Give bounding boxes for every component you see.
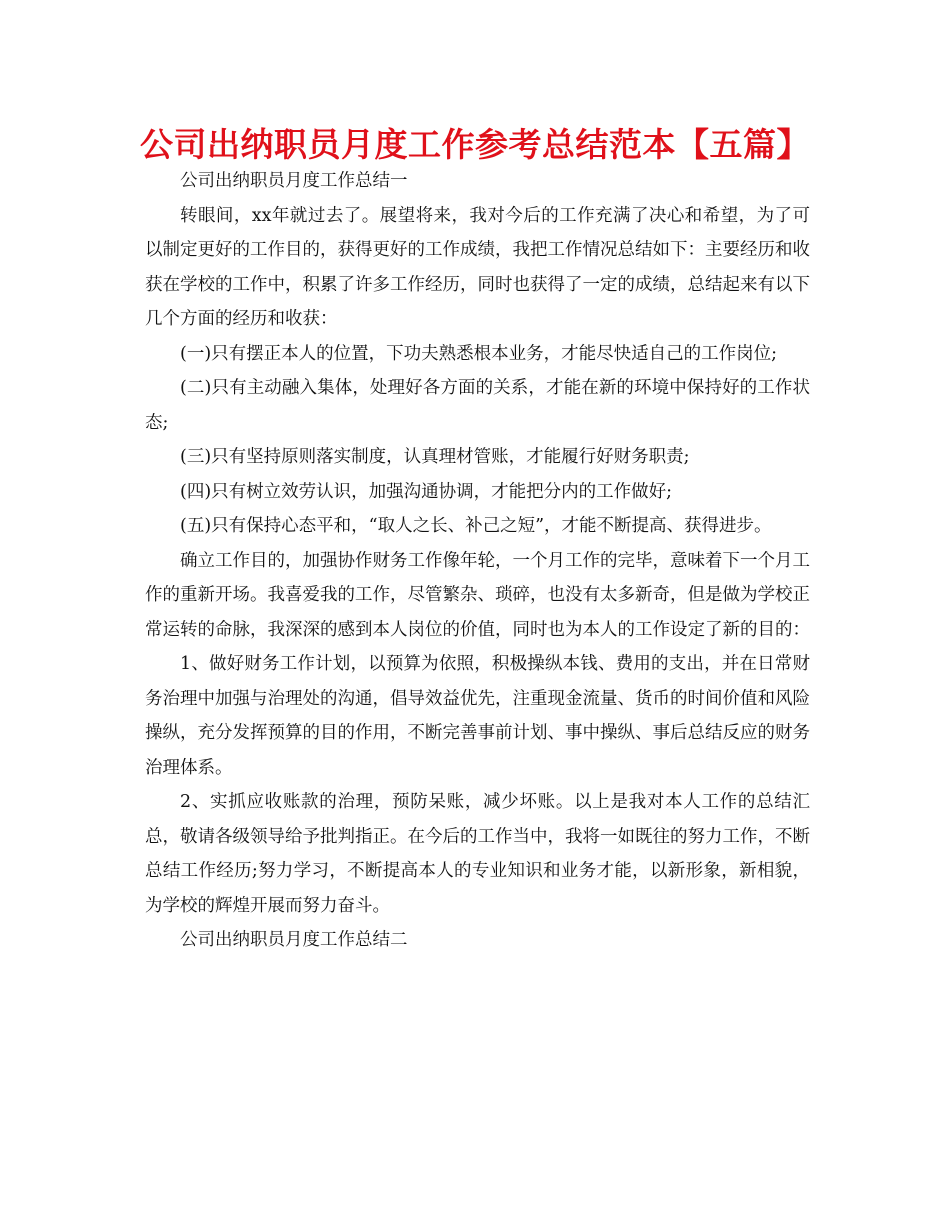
paragraph-intro: 转眼间，xx年就过去了。展望将来，我对今后的工作充满了决心和希望，为了可以制定更好的工作目的，获得更好的工作成绩，我把工作情况总结如下：主要经历和收获在学校的工作中，积累了许多工作经历，同时也获得了一定的成绩，总结起来有以下几个方面的经历和收获：: [145, 205, 810, 329]
goal-item-1: 1、做好财务工作计划，以预算为依照，积极操纵本钱、费用的支出，并在日常财务治理中加强与治理处的沟通，倡导效益优先，注重现金流量、货币的时间价值和风险操纵，充分发挥预算的目的作用，不断完善事前计划、事中操纵、事后总结反应的财务治理体系。: [145, 654, 810, 778]
list-item-4: (四)只有树立效劳认识，加强沟通协调，才能把分内的工作做好;: [180, 481, 673, 502]
list-item-3: (三)只有坚持原则落实制度，认真理材管账，才能履行好财务职责;: [180, 447, 690, 467]
list-item-5: (五)只有保持心态平和，“取人之长、补己之短”，才能不断提高、获得进步。: [180, 516, 772, 536]
paragraph-goals: 确立工作目的，加强协作财务工作像年轮，一个月工作的完毕，意味着下一个月工作的重新开场。我喜爱我的工作，尽管繁杂、琐碎，也没有太多新奇，但是做为学校正常运转的命脉，我深深的感到本人岗位的价值，同时也为本人的工作设定了新的目的：: [145, 550, 810, 640]
list-item-2: (二)只有主动融入集体，处理好各方面的关系，才能在新的环境中保持好的工作状态;: [145, 378, 810, 433]
section-heading-1: 公司出纳职员月度工作总结一: [180, 171, 408, 191]
list-item-1: (一)只有摆正本人的位置，下功夫熟悉根本业务，才能尽快适自己的工作岗位;: [180, 343, 778, 364]
goal-item-2: 2、实抓应收账款的治理，预防呆账，减少坏账。以上是我对本人工作的总结汇总，敬请各级领导给予批判指正。在今后的工作当中，我将一如既往的努力工作，不断总结工作经历;努力学习，不断提高本人的专业知识和业务才能，以新形象，新相貌，为学校的辉煌开展而努力奋斗。: [145, 792, 810, 916]
document-title: 公司出纳职员月度工作参考总结范本【五篇】: [140, 125, 810, 164]
section-heading-2: 公司出纳职员月度工作总结二: [180, 930, 408, 950]
document-body: [145, 164, 810, 958]
